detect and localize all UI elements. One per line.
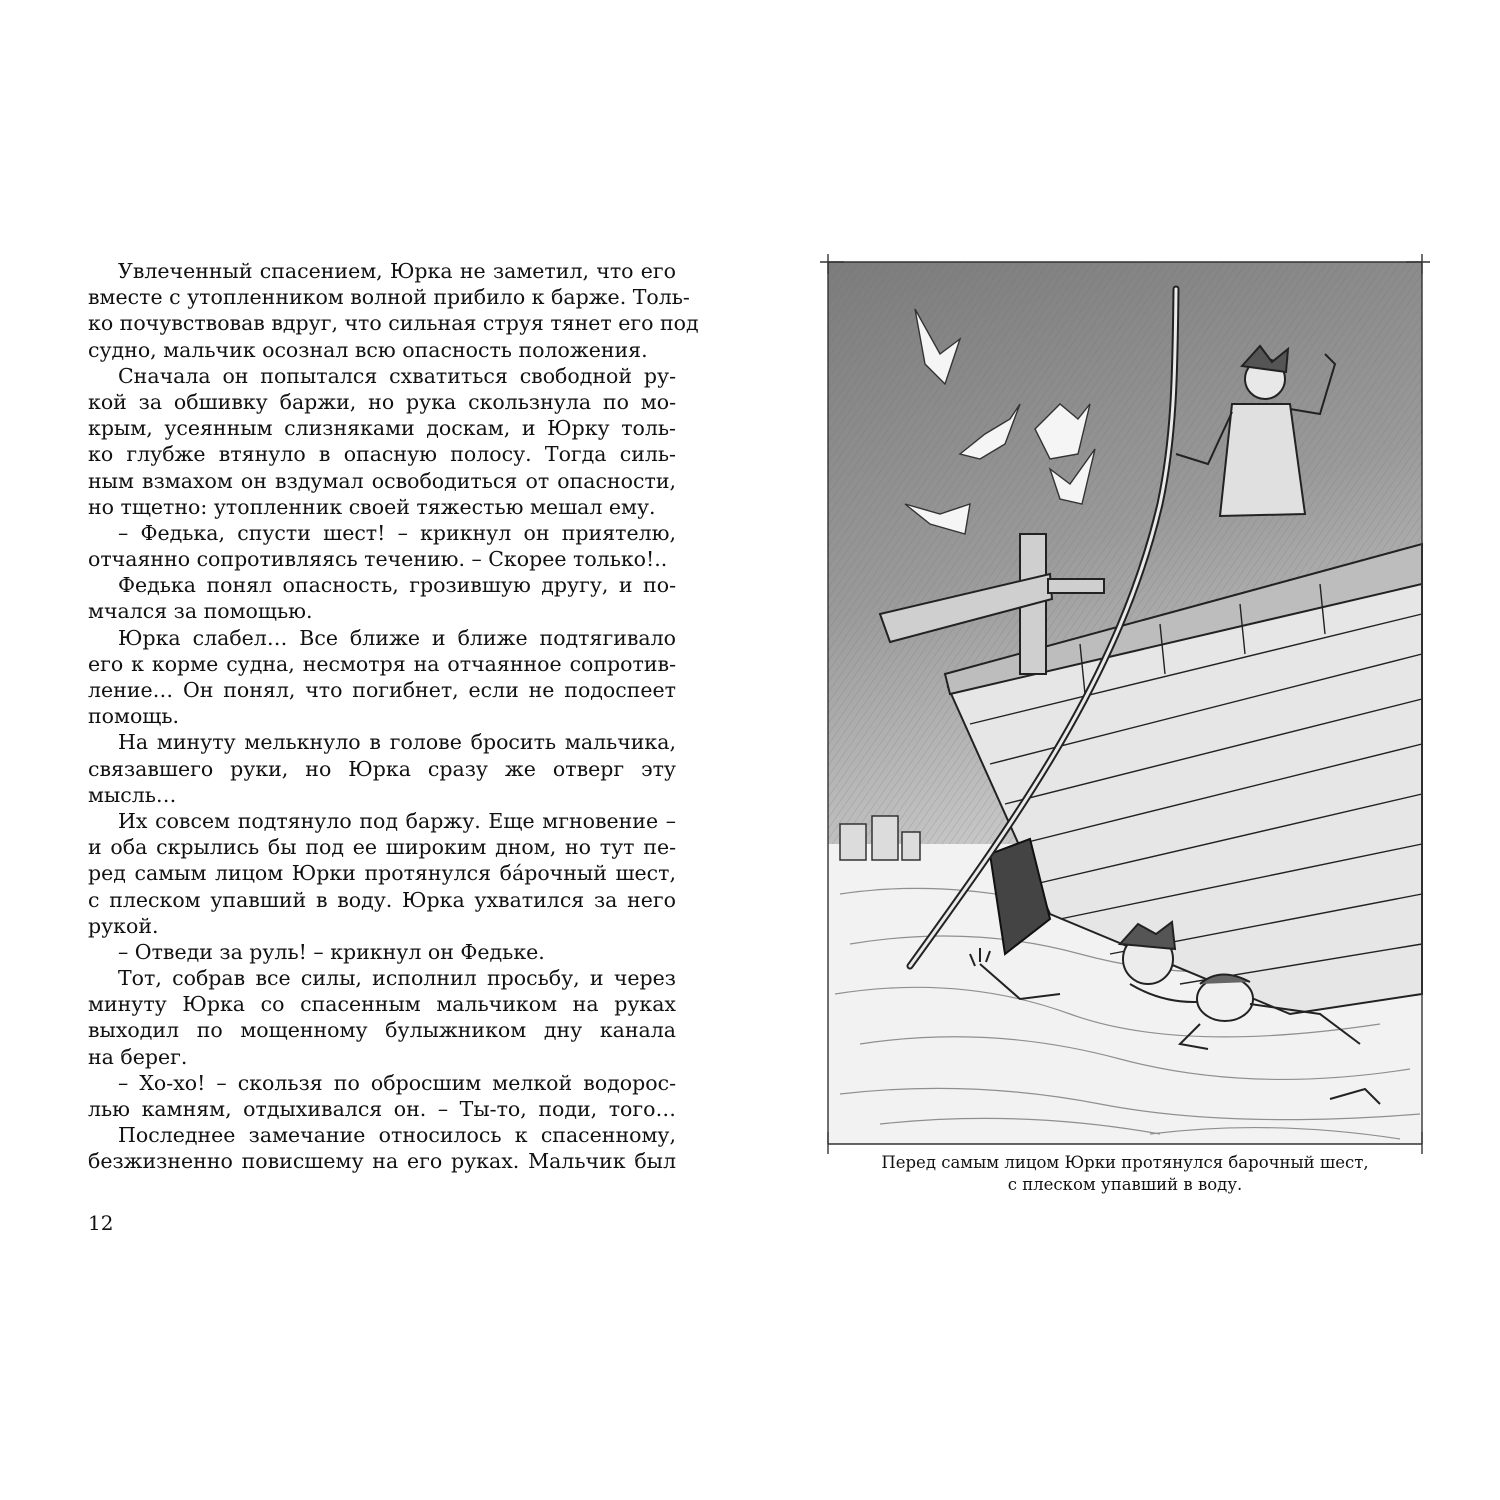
text-line: Тот, собрав все силы, исполнил просьбу, и через: [118, 966, 676, 991]
text-line: Сначала он попытался схватиться свободной ру-: [118, 363, 676, 388]
text-line: ным взмахом он вздумал освободиться от опасности,: [88, 468, 676, 493]
text-line: Федька понял опасность, грозившую другу, и по-: [118, 573, 676, 598]
text-line: ред самым лицом Юрки протянулся ба́рочный шест,: [88, 861, 676, 886]
text-line: – Федька, спусти шест! – крикнул он приятелю,: [118, 520, 676, 545]
text-line: Последнее замечание относилось к спасенному,: [118, 1123, 676, 1148]
text-line: помощь.: [88, 704, 180, 729]
text-line: вместе с утопленником волной прибило к барже. Толь-: [88, 285, 690, 310]
text-line: кой за обшивку баржи, но рука скользнула по мо-: [88, 389, 676, 414]
illustration-caption: [820, 1152, 1430, 1196]
text-line: с плеском упавший в воду. Юрка ухватился за него: [88, 887, 676, 912]
text-line: Их совсем подтянуло под баржу. Еще мгновение –: [118, 808, 676, 833]
text-line: судно, мальчик осознал всю опасность положения.: [88, 337, 648, 362]
text-line: отчаянно сопротивляясь течению. – Скорее только!..: [88, 547, 668, 572]
text-line: связавшего руки, но Юрка сразу же отверг эту: [88, 756, 676, 781]
text-line: Увлеченный спасением, Юрка не заметил, что его: [118, 259, 676, 283]
text-line: его к корме судна, несмотря на отчаянное сопротив-: [88, 651, 676, 676]
text-line: мысль…: [88, 782, 177, 807]
text-line: минуту Юрка со спасенным мальчиком на руках: [88, 992, 676, 1017]
text-line: но тщетно: утопленник своей тяжестью мешал ему.: [88, 494, 656, 519]
text-line: на берег.: [88, 1044, 188, 1069]
text-line: Юрка слабел… Все ближе и ближе подтягивало: [118, 625, 676, 650]
text-line: – Отведи за руль! – крикнул он Федьке.: [118, 939, 545, 964]
page-number: 12: [88, 1211, 114, 1235]
text-line: рукой.: [88, 913, 159, 938]
text-line: – Хо-хо! – скользя по обросшим мелкой водорос-: [118, 1070, 676, 1095]
text-line: ко почувствовав вдруг, что сильная струя тянет его под: [88, 311, 699, 336]
text-line: крым, усеянным слизняками доскам, и Юрку толь-: [88, 416, 676, 441]
text-line: и оба скрылись бы под ее широким дном, но тут пе-: [88, 835, 676, 860]
caption-line-1: Перед самым лицом Юрки протянулся барочный шест,: [881, 1153, 1369, 1172]
text-line: На минуту мелькнуло в голове бросить мальчика,: [118, 730, 676, 755]
text-line: ление… Он понял, что погибнет, если не подоспеет: [88, 678, 676, 702]
text-line: выходил по мощенному булыжником дну канала: [88, 1018, 676, 1043]
text-line: мчался за помощью.: [88, 599, 313, 624]
text-line: лью камням, отдыхивался он. – Ты-то, поди, того…: [88, 1097, 676, 1121]
body-text: [88, 258, 699, 1175]
text-line: безжизненно повисшему на его руках. Мальчик был: [88, 1149, 676, 1174]
caption-line-2: с плеском упавший в воду.: [1007, 1175, 1243, 1194]
text-line: ко глубже втянуло в опасную полосу. Тогда силь-: [88, 442, 676, 467]
illustration-barge-rescue: [820, 254, 1430, 1154]
